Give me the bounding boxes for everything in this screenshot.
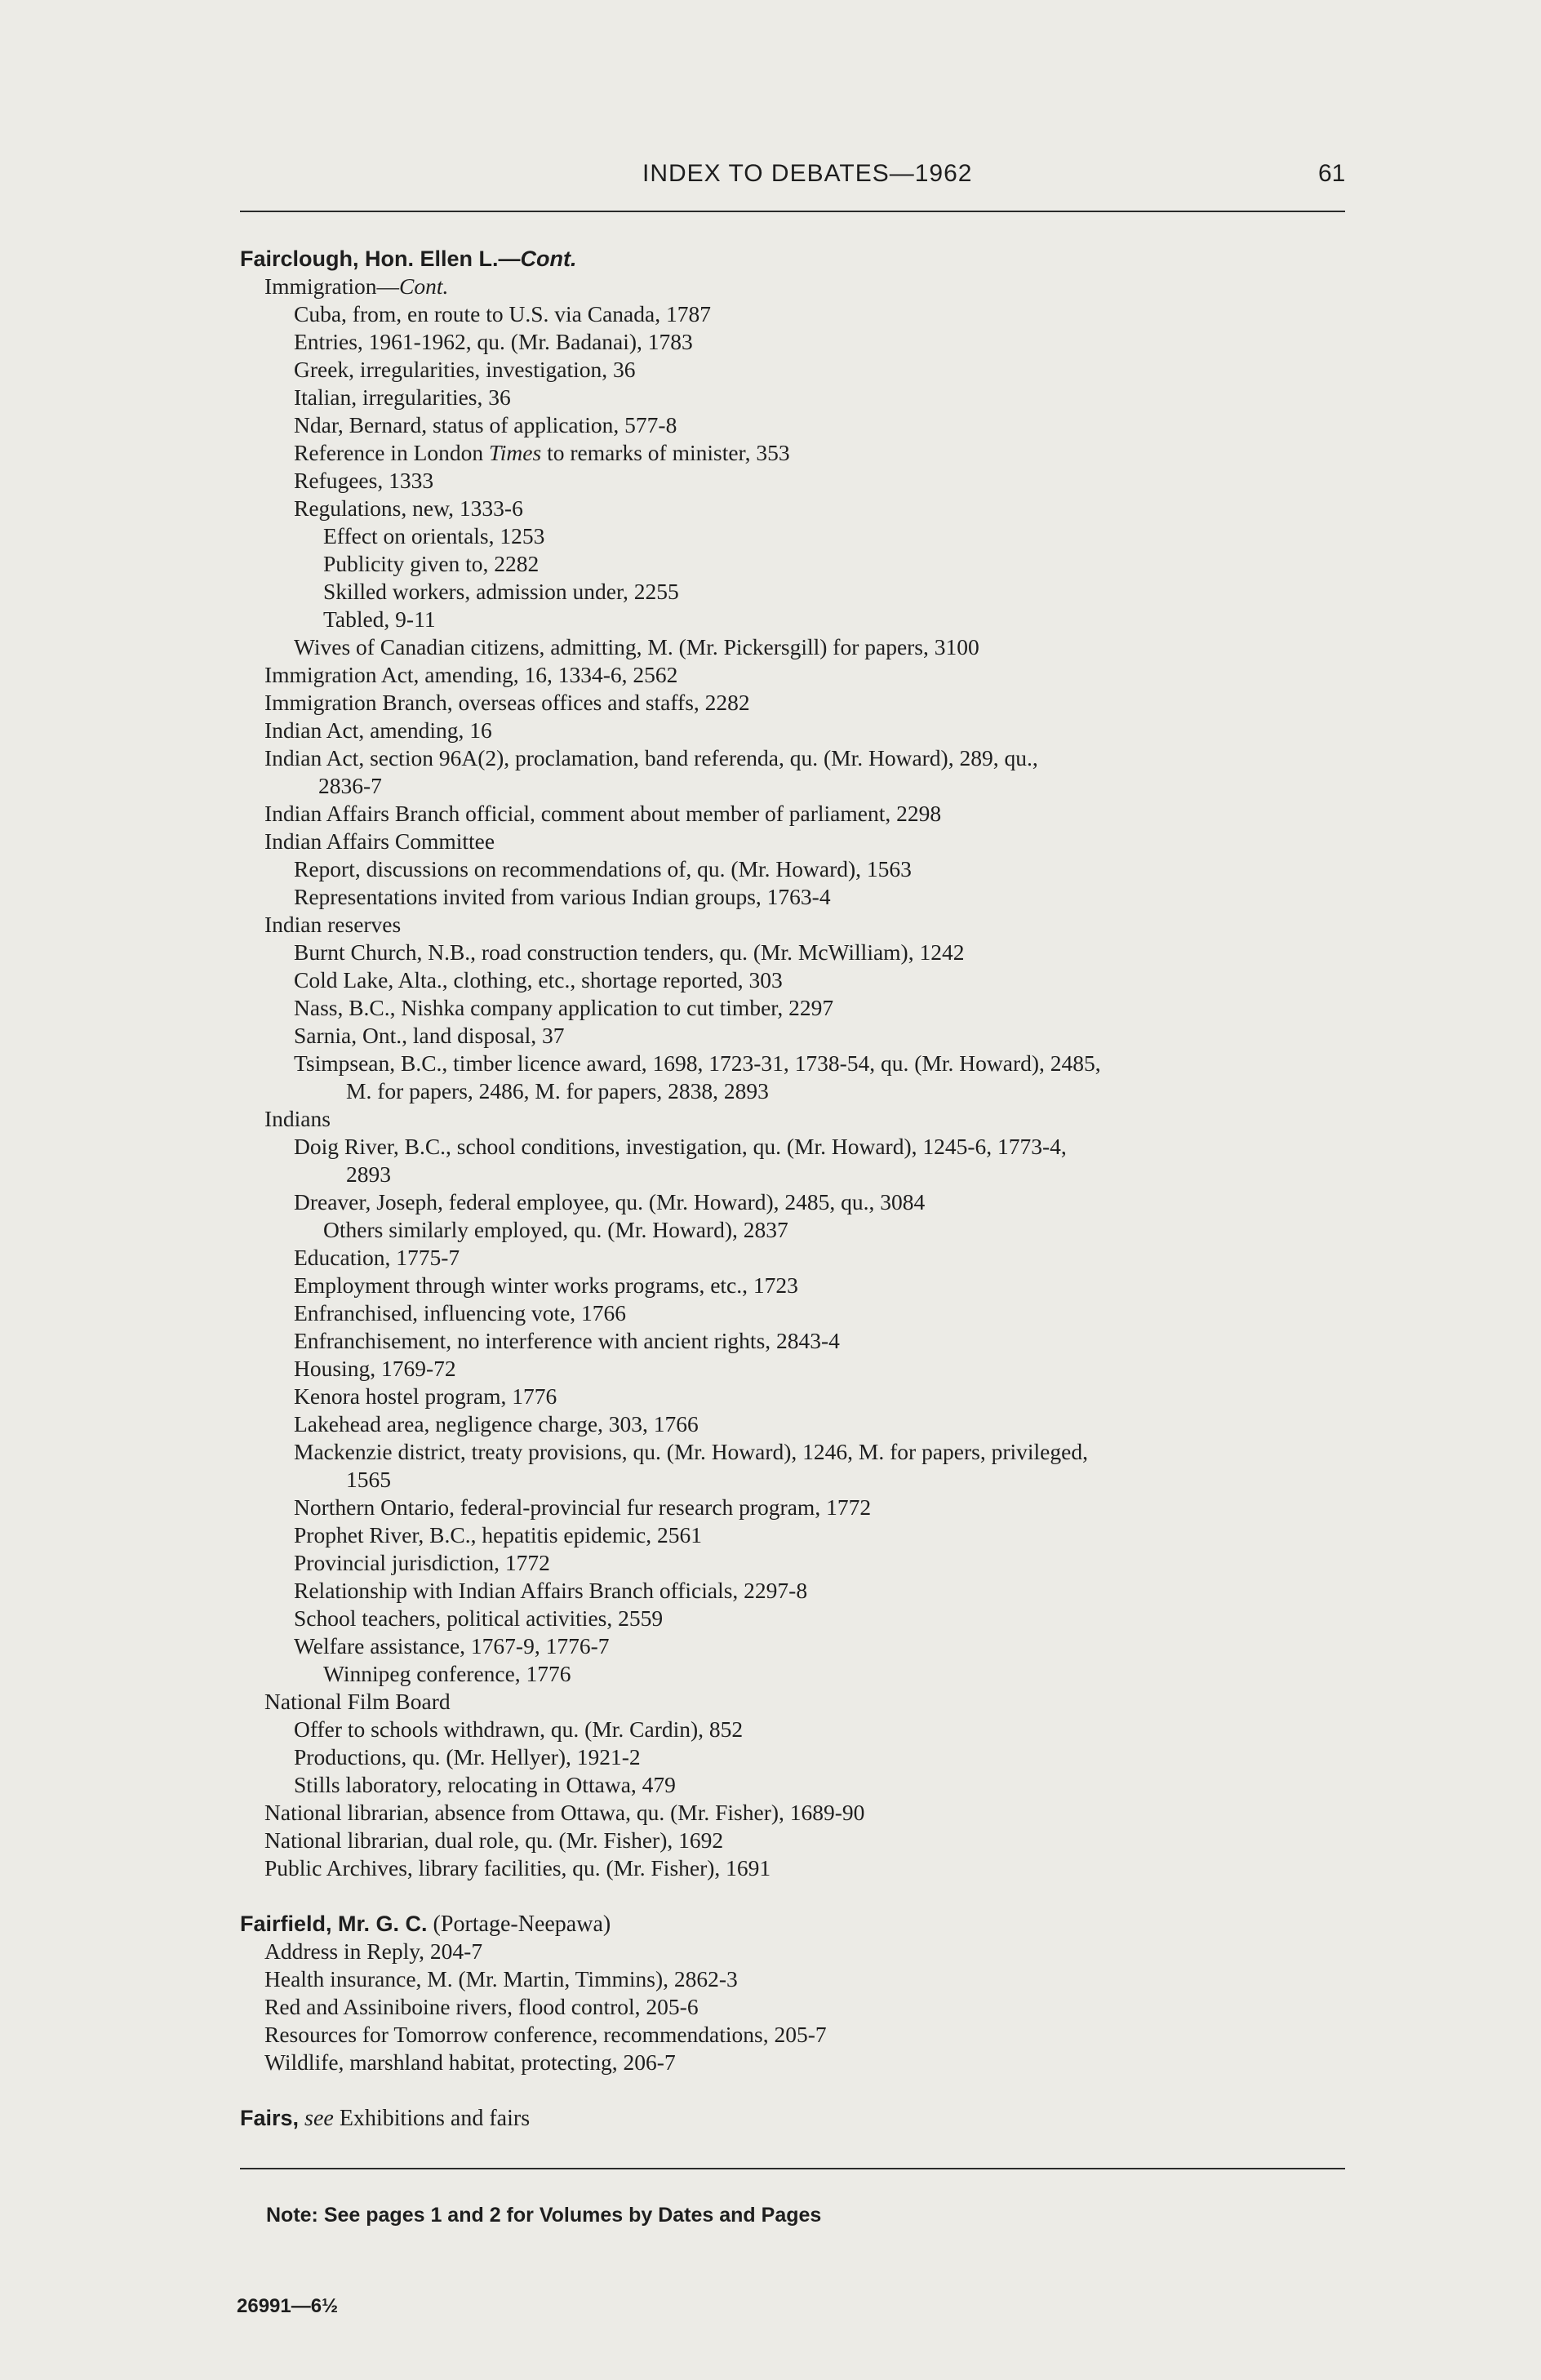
index-line: Ndar, Bernard, status of application, 577-8 xyxy=(294,412,677,437)
index-line: Cuba, from, en route to U.S. via Canada, 1787 xyxy=(294,301,711,326)
index-line: Nass, B.C., Nishka company application to cut timber, 2297 xyxy=(294,995,834,1020)
index-line: Northern Ontario, federal-provincial fur research program, 1772 xyxy=(294,1494,872,1520)
index-line: Education, 1775-7 xyxy=(294,1245,460,1270)
entry-heading xyxy=(240,2104,1358,2132)
index-line: Lakehead area, negligence charge, 303, 1766 xyxy=(294,1411,699,1436)
index-line: Wildlife, marshland habitat, protecting, 206-7 xyxy=(264,2049,676,2075)
index-line: Report, discussions on recommendations of, qu. (Mr. Howard), 1563 xyxy=(294,856,912,881)
index-line: Provincial jurisdiction, 1772 xyxy=(294,1550,550,1575)
index-line: School teachers, political activities, 2559 xyxy=(294,1605,664,1631)
index-line: Immigration—Cont. xyxy=(264,273,449,299)
index-line-continuation: 2836-7 xyxy=(318,773,382,798)
entry-heading xyxy=(240,1910,1358,1938)
index-line: Red and Assiniboine rivers, flood control, 205-6 xyxy=(264,1994,699,2019)
index-line: Relationship with Indian Affairs Branch officials, 2297-8 xyxy=(294,1578,808,1603)
print-code: 26991—6½ xyxy=(237,2295,339,2317)
index-line: Others similarly employed, qu. (Mr. Howard), 2837 xyxy=(323,1217,788,1242)
index-line: Winnipeg conference, 1776 xyxy=(323,1661,571,1686)
index-line: National Film Board xyxy=(264,1689,451,1714)
index-line: Public Archives, library facilities, qu. (Mr. Fisher), 1691 xyxy=(264,1855,771,1880)
header-rule xyxy=(240,211,1345,212)
index-line: Housing, 1769-72 xyxy=(294,1356,456,1381)
index-line: Doig River, B.C., school conditions, investigation, qu. (Mr. Howard), 1245-6, 1773-4, xyxy=(294,1134,1067,1159)
index-line: Cold Lake, Alta., clothing, etc., shortage reported, 303 xyxy=(294,967,783,992)
index-line: Publicity given to, 2282 xyxy=(323,551,540,576)
index-line-continuation: 1565 xyxy=(346,1467,391,1492)
index-line: Productions, qu. (Mr. Hellyer), 1921-2 xyxy=(294,1744,641,1769)
index-line: Enfranchisement, no interference with ancient rights, 2843-4 xyxy=(294,1328,840,1353)
index-line: Indian Affairs Committee xyxy=(264,828,495,854)
entry-heading xyxy=(240,245,1358,273)
entry-heading-detail: (Portage-Neepawa) xyxy=(427,1912,611,1937)
entry-heading-cont: Cont. xyxy=(520,246,577,271)
index-line: Burnt Church, N.B., road construction tenders, qu. (Mr. McWilliam), 1242 xyxy=(294,939,965,965)
index-entry xyxy=(240,2104,1358,2132)
index-line: National librarian, dual role, qu. (Mr. Fisher), 1692 xyxy=(264,1827,724,1853)
page-number: 61 xyxy=(1318,160,1346,187)
index-line: Greek, irregularities, investigation, 36 xyxy=(294,357,636,382)
index-line: Indian Affairs Branch official, comment about member of parliament, 2298 xyxy=(264,801,942,826)
index-line: Indian Act, section 96A(2), proclamation, band referenda, qu. (Mr. Howard), 289, qu., xyxy=(264,745,1038,770)
index-line: Indian Act, amending, 16 xyxy=(264,717,492,743)
index-line: Representations invited from various Indian groups, 1763-4 xyxy=(294,884,831,909)
index-line: Effect on orientals, 1253 xyxy=(323,523,545,548)
entry-heading-name: Fairclough, Hon. Ellen L.— xyxy=(240,246,521,271)
index-line-continuation: 2893 xyxy=(346,1161,391,1187)
index-line: Prophet River, B.C., hepatitis epidemic, 2561 xyxy=(294,1522,702,1547)
index-line: Kenora hostel program, 1776 xyxy=(294,1383,557,1409)
index-entry xyxy=(240,1910,1358,2076)
index-line: Regulations, new, 1333-6 xyxy=(294,495,523,521)
index-line: Indian reserves xyxy=(264,912,402,937)
footer-rule xyxy=(240,2168,1345,2169)
index-line: Tabled, 9-11 xyxy=(323,606,436,632)
index-line: Indians xyxy=(264,1106,331,1131)
index-line: Tsimpsean, B.C., timber licence award, 1698, 1723-31, 1738-54, qu. (Mr. Howard), 2485, xyxy=(294,1050,1101,1076)
index-line: Sarnia, Ont., land disposal, 37 xyxy=(294,1023,565,1048)
running-header-title: INDEX TO DEBATES—1962 xyxy=(642,160,973,187)
volumes-note: Note: See pages 1 and 2 for Volumes by Dates and Pages xyxy=(266,2204,822,2227)
index-line: Enfranchised, influencing vote, 1766 xyxy=(294,1300,627,1325)
index-line: Employment through winter works programs, etc., 1723 xyxy=(294,1272,798,1298)
index-line: Stills laboratory, relocating in Ottawa, 479 xyxy=(294,1772,676,1797)
index-line: Immigration Act, amending, 16, 1334-6, 2562 xyxy=(264,662,678,687)
index-line: Reference in London Times to remarks of minister, 353 xyxy=(294,440,790,465)
index-line: Health insurance, M. (Mr. Martin, Timmins), 2862-3 xyxy=(264,1966,738,1991)
index-line: Welfare assistance, 1767-9, 1776-7 xyxy=(294,1633,610,1658)
index-line: Offer to schools withdrawn, qu. (Mr. Cardin), 852 xyxy=(294,1716,744,1742)
index-body xyxy=(240,245,1358,2132)
index-line: Dreaver, Joseph, federal employee, qu. (Mr. Howard), 2485, qu., 3084 xyxy=(294,1189,926,1214)
index-line: Resources for Tomorrow conference, recommendations, 205-7 xyxy=(264,2022,827,2047)
index-entry xyxy=(240,245,1358,1882)
index-line: Immigration Branch, overseas offices and staffs, 2282 xyxy=(264,690,750,715)
index-line: Skilled workers, admission under, 2255 xyxy=(323,579,679,604)
entry-heading-name: Fairs, xyxy=(240,2106,300,2130)
index-line: Refugees, 1333 xyxy=(294,468,434,493)
index-line: Wives of Canadian citizens, admitting, M. (Mr. Pickersgill) for papers, 3100 xyxy=(294,634,979,659)
index-line: National librarian, absence from Ottawa, qu. (Mr. Fisher), 1689-90 xyxy=(264,1800,865,1825)
index-line: Mackenzie district, treaty provisions, qu. (Mr. Howard), 1246, M. for papers, privileged, xyxy=(294,1439,1088,1464)
index-line: Address in Reply, 204-7 xyxy=(264,1938,483,1964)
index-line-continuation: M. for papers, 2486, M. for papers, 2838, 2893 xyxy=(346,1078,769,1103)
entry-heading-detail: Exhibitions and fairs xyxy=(333,2106,531,2131)
entry-see-reference: see xyxy=(299,2106,334,2131)
entry-heading-name: Fairfield, Mr. G. C. xyxy=(240,1912,428,1936)
index-line: Entries, 1961-1962, qu. (Mr. Badanai), 1783 xyxy=(294,329,693,354)
index-line: Italian, irregularities, 36 xyxy=(294,384,511,410)
